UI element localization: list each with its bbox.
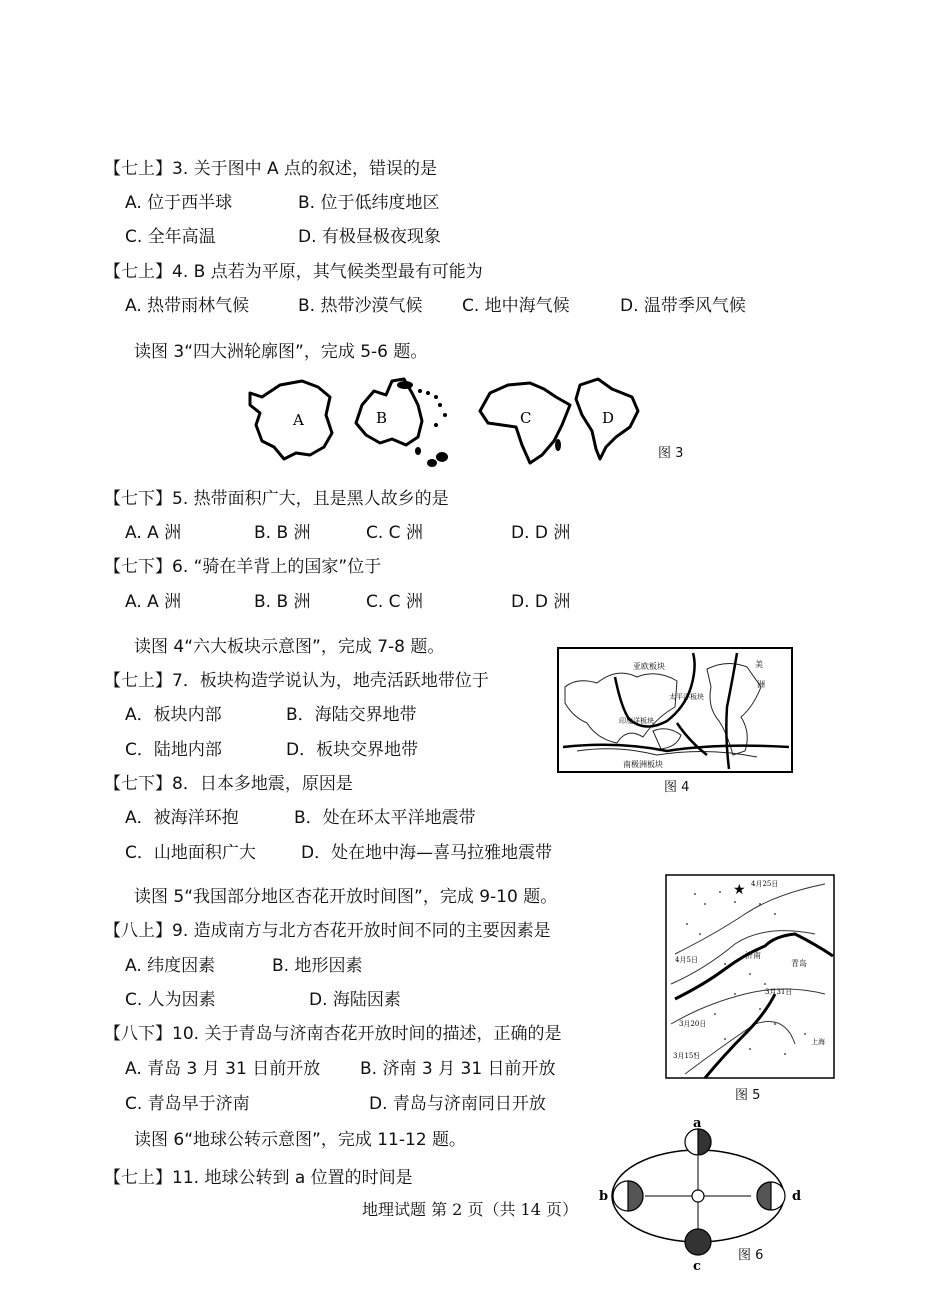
q8-option-b: B．处在环太平洋地震带	[294, 808, 476, 828]
q3-stem: 【七上】3. 关于图中 A 点的叙述，错误的是	[104, 159, 438, 179]
continent-label-a: A	[293, 411, 304, 429]
isoline-label-apr5: 4月5日	[675, 956, 698, 964]
q9-option-b: B. 地形因素	[272, 956, 363, 976]
isoline-label-mar20: 3月20日	[679, 1020, 707, 1028]
page-footer: 地理试题 第 2 页（共 14 页）	[362, 1200, 578, 1219]
q4-option-b: B. 热带沙漠气候	[298, 296, 423, 316]
figure-5-caption: 图 5	[735, 1088, 761, 1103]
city-label-shanghai: 上海	[811, 1038, 825, 1046]
q7-option-d: D．板块交界地带	[286, 740, 419, 760]
q3-option-c: C. 全年高温	[125, 227, 216, 247]
figure-5-intro: 读图 5“我国部分地区杏花开放时间图”，完成 9-10 题。	[134, 887, 558, 907]
q4-option-d: D. 温带季风气候	[620, 296, 746, 316]
q5-option-d: D. D 洲	[511, 523, 571, 543]
figure-3-intro: 读图 3“四大洲轮廓图”，完成 5-6 题。	[134, 342, 428, 362]
q7-option-a: A．板块内部	[125, 705, 222, 725]
position-label-d: d	[792, 1189, 802, 1204]
q5-option-b: B. B 洲	[254, 523, 311, 543]
q10-option-c: C. 青岛早于济南	[125, 1094, 250, 1114]
q7-stem: 【七上】7．板块构造学说认为，地壳活跃地带位于	[104, 671, 489, 691]
continent-antarctica-outline	[250, 381, 332, 459]
isoline-label-mar31: 3月31日	[765, 988, 793, 996]
position-label-c: c	[693, 1259, 701, 1272]
plate-label-eurasian: 亚欧板块	[633, 662, 665, 671]
figure-6-caption: 图 6	[738, 1248, 764, 1263]
plate-label-antarctic: 南极洲板块	[623, 760, 663, 769]
figure-4-intro: 读图 4“六大板块示意图”，完成 7-8 题。	[134, 637, 445, 657]
q4-option-c: C. 地中海气候	[462, 296, 570, 316]
q5-option-c: C. C 洲	[366, 523, 423, 543]
q10-stem: 【八下】10. 关于青岛与济南杏花开放时间的描述，正确的是	[104, 1024, 562, 1044]
q3-option-a: A. 位于西半球	[125, 193, 233, 213]
figure-3-continents	[240, 375, 700, 470]
q4-stem: 【七上】4. B 点若为平原，其气候类型最有可能为	[104, 262, 483, 282]
q3-option-d: D. 有极昼极夜现象	[298, 227, 441, 247]
q10-option-a: A. 青岛 3 月 31 日前开放	[125, 1059, 321, 1079]
q8-option-a: A．被海洋环抱	[125, 808, 239, 828]
q11-stem: 【七上】11. 地球公转到 a 位置的时间是	[104, 1168, 413, 1188]
position-label-a: a	[693, 1116, 702, 1131]
q4-option-a: A. 热带雨林气候	[125, 296, 250, 316]
q3-option-b: B. 位于低纬度地区	[298, 193, 440, 213]
star-marker-icon: ★	[733, 882, 746, 898]
q6-option-c: C. C 洲	[366, 592, 423, 612]
plate-label-america-1: 美	[755, 660, 763, 669]
q10-option-b: B. 济南 3 月 31 日前开放	[360, 1059, 556, 1079]
q6-stem: 【七下】6. “骑在羊背上的国家”位于	[104, 557, 382, 577]
q7-option-b: B．海陆交界地带	[286, 705, 417, 725]
figure-5-apricot-map	[665, 874, 835, 1079]
continent-label-b: B	[376, 409, 388, 427]
q6-option-d: D. D 洲	[511, 592, 571, 612]
continent-label-c: C	[520, 409, 532, 427]
plate-label-indian: 印度洋板块	[619, 717, 654, 725]
isoline-label-mar15: 3月15日	[673, 1052, 701, 1060]
q5-option-a: A. A 洲	[125, 523, 182, 543]
q6-option-b: B. B 洲	[254, 592, 311, 612]
plate-label-america-2: 洲	[757, 680, 765, 689]
q5-stem: 【七下】5. 热带面积广大，且是黑人故乡的是	[104, 489, 449, 509]
q8-stem: 【七下】8．日本多地震，原因是	[104, 774, 353, 794]
q9-stem: 【八上】9. 造成南方与北方杏花开放时间不同的主要因素是	[104, 921, 551, 941]
q6-option-a: A. A 洲	[125, 592, 182, 612]
q9-option-c: C. 人为因素	[125, 990, 216, 1010]
city-label-qingdao: 青岛	[791, 959, 807, 968]
q9-option-d: D. 海陆因素	[309, 990, 401, 1010]
q8-option-c: C．山地面积广大	[125, 843, 256, 863]
isoline-label-apr25: 4月25日	[751, 880, 779, 888]
figure-3-caption: 图 3	[658, 446, 684, 461]
city-label-jinan: 济南	[745, 951, 761, 960]
continent-australia-outline	[356, 379, 422, 445]
q7-option-c: C．陆地内部	[125, 740, 222, 760]
q10-option-d: D. 青岛与济南同日开放	[369, 1094, 546, 1114]
position-label-b: b	[599, 1189, 609, 1204]
q8-option-d: D．处在地中海—喜马拉雅地震带	[301, 843, 553, 863]
figure-6-intro: 读图 6“地球公转示意图”，完成 11-12 题。	[134, 1130, 467, 1150]
figure-6-orbit-diagram	[595, 1112, 810, 1272]
figure-4-plate-map	[557, 647, 793, 773]
plate-label-pacific: 太平洋板块	[669, 693, 704, 701]
continent-label-d: D	[602, 409, 615, 427]
figure-4-caption: 图 4	[664, 780, 690, 795]
q9-option-a: A. 纬度因素	[125, 956, 216, 976]
